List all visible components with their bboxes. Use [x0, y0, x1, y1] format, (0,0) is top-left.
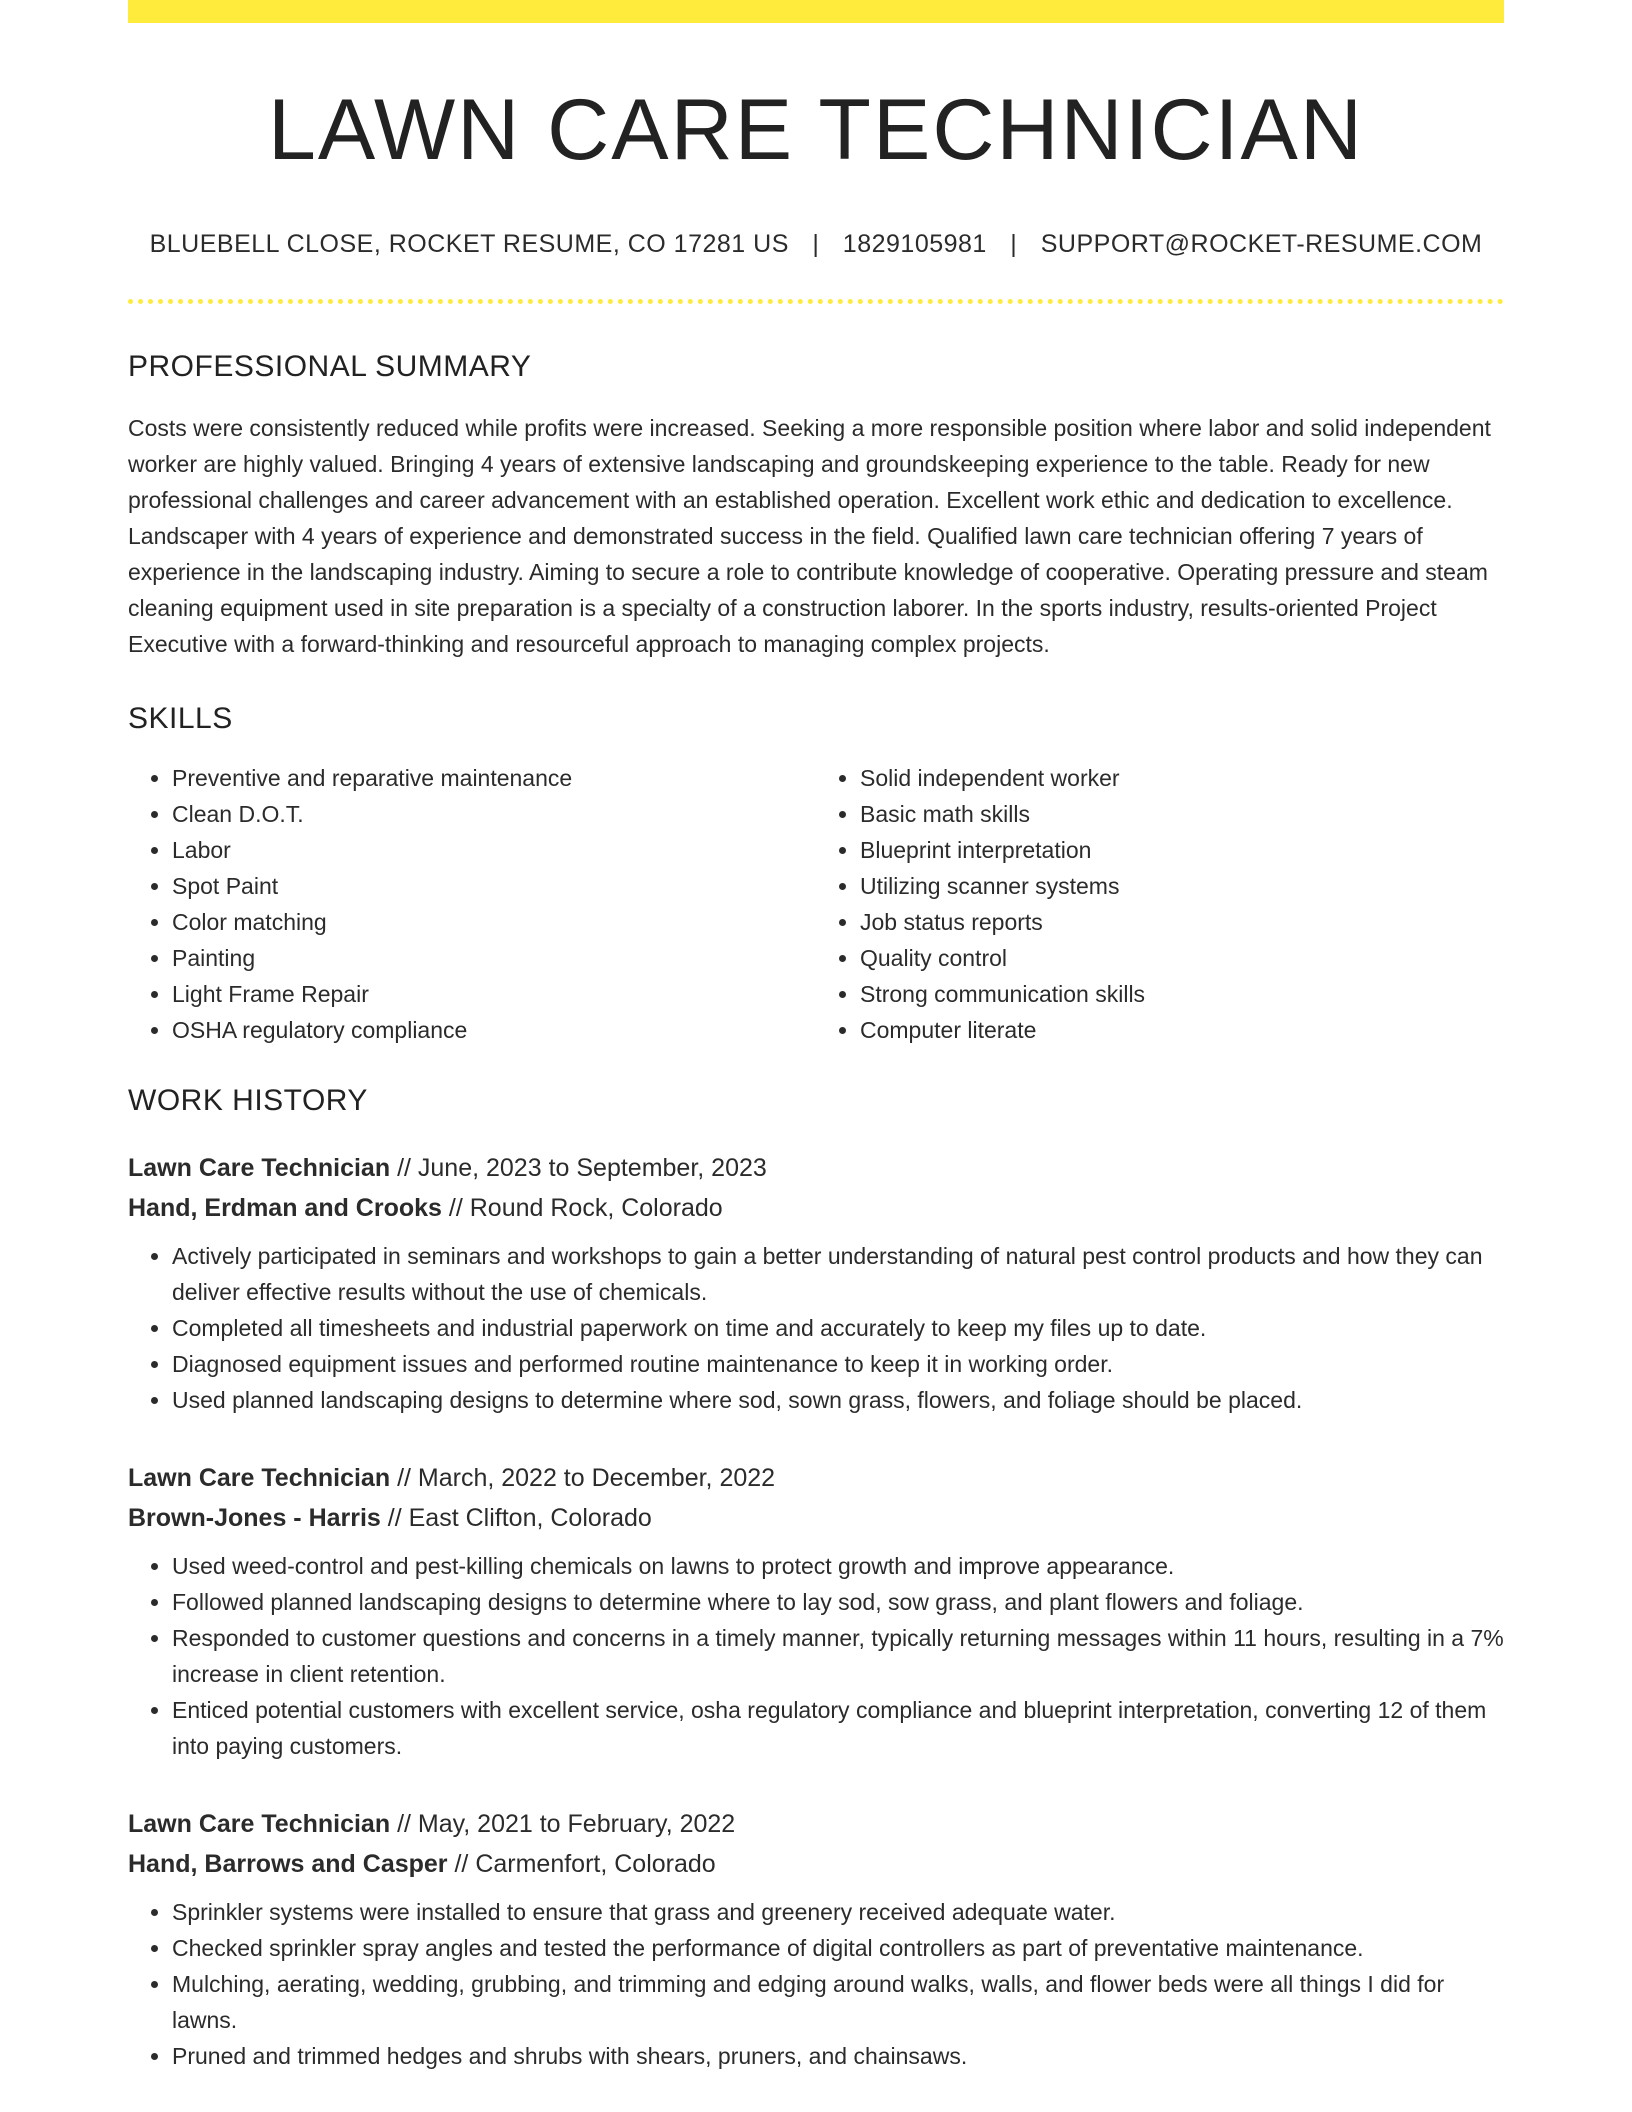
skill-item: • OSHA regulatory compliance	[172, 1012, 816, 1048]
top-accent-bar	[128, 0, 1504, 23]
job-location: // Carmenfort, Colorado	[454, 1849, 716, 1878]
work-history-heading: WORK HISTORY	[128, 1083, 368, 1117]
skill-item: • Painting	[172, 940, 816, 976]
skill-item: • Utilizing scanner systems	[860, 868, 1504, 904]
job-bullet: • Checked sprinkler spray angles and tested the performance of digital controllers as part of preventative maintenance.	[172, 1930, 1504, 1966]
skill-item: • Quality control	[860, 940, 1504, 976]
job-bullet: • Used planned landscaping designs to determine where sod, sown grass, flowers, and foliage should be placed.	[172, 1382, 1504, 1418]
skills-heading: SKILLS	[128, 701, 233, 735]
job-role-line	[128, 1148, 1504, 1188]
skill-item: • Spot Paint	[172, 868, 816, 904]
job-company-line	[128, 1188, 1504, 1228]
job-dates: // June, 2023 to September, 2023	[397, 1153, 767, 1182]
job-bullet: • Responded to customer questions and concerns in a timely manner, typically returning messages within 11 hours, resulting in a 7% increase in client retention.	[172, 1620, 1504, 1692]
job-role: Lawn Care Technician	[128, 1809, 391, 1838]
contact-separator: |	[812, 229, 820, 258]
job-bullet: • Followed planned landscaping designs to determine where to lay sod, sow grass, and plant flowers and foliage.	[172, 1584, 1504, 1620]
job-bullet: • Actively participated in seminars and workshops to gain a better understanding of natural pest control products and how they can deliver effective results without the use of chemicals.	[172, 1238, 1504, 1310]
resume-name: LAWN CARE TECHNICIAN	[267, 82, 1365, 178]
contact-separator: |	[1010, 229, 1018, 258]
skill-item: • Computer literate	[860, 1012, 1504, 1048]
job-company: Hand, Erdman and Crooks	[128, 1193, 442, 1222]
job-entry	[128, 1148, 1504, 1418]
job-entry	[128, 1804, 1504, 2074]
job-bullet: • Enticed potential customers with excellent service, osha regulatory compliance and blueprint interpretation, converting 12 of them into paying customers.	[172, 1692, 1504, 1764]
job-role-line	[128, 1804, 1504, 1844]
skills-left-column	[128, 760, 816, 1048]
job-bullet: • Sprinkler systems were installed to ensure that grass and greenery received adequate water.	[172, 1894, 1504, 1930]
job-company: Hand, Barrows and Casper	[128, 1849, 448, 1878]
job-role: Lawn Care Technician	[128, 1153, 391, 1182]
skill-item: • Preventive and reparative maintenance	[172, 760, 816, 796]
job-company: Brown-Jones - Harris	[128, 1503, 381, 1532]
job-company-line	[128, 1844, 1504, 1884]
skill-item: • Job status reports	[860, 904, 1504, 940]
job-company-line	[128, 1498, 1504, 1538]
job-bullets	[128, 1548, 1504, 1764]
job-bullet: • Completed all timesheets and industrial paperwork on time and accurately to keep my files up to date.	[172, 1310, 1504, 1346]
job-bullet: • Pruned and trimmed hedges and shrubs with shears, pruners, and chainsaws.	[172, 2038, 1504, 2074]
contact-address: BLUEBELL CLOSE, ROCKET RESUME, CO 17281 US	[149, 229, 789, 258]
job-role-line	[128, 1458, 1504, 1498]
resume-page	[128, 0, 1504, 2074]
contact-line	[128, 230, 1504, 259]
skill-item: • Strong communication skills	[860, 976, 1504, 1012]
skills-right-column	[816, 760, 1504, 1048]
skill-item: • Clean D.O.T.	[172, 796, 816, 832]
job-bullet: • Mulching, aerating, wedding, grubbing, and trimming and edging around walks, walls, and flower beds were all things I did for lawns.	[172, 1966, 1504, 2038]
job-dates: // May, 2021 to February, 2022	[397, 1809, 736, 1838]
job-bullet: • Diagnosed equipment issues and performed routine maintenance to keep it in working order.	[172, 1346, 1504, 1382]
skill-item: • Solid independent worker	[860, 760, 1504, 796]
job-location: // East Clifton, Colorado	[387, 1503, 652, 1532]
job-role: Lawn Care Technician	[128, 1463, 391, 1492]
skill-item: • Blueprint interpretation	[860, 832, 1504, 868]
skill-item: • Labor	[172, 832, 816, 868]
header-divider	[128, 299, 1504, 304]
summary-text: Costs were consistently reduced while profits were increased. Seeking a more responsible position where labor and solid independent worker are highly valued. Bringing 4 years of extensive landscaping and groundskeeping experience to the table. Ready for new professional challenges and career advancement with an established operation. Excellent work ethic and dedication to excellence. Landscaper with 4 years of experience and demonstrated success in the field. Qualified lawn care technician offering 7 years of experience in the landscaping industry. Aiming to secure a role to contribute knowledge of cooperative. Operating pressure and steam cleaning equipment used in site preparation is a specialty of a construction laborer. In the sports industry, results-oriented Project Executive with a forward-thinking and resourceful approach to managing complex projects.	[128, 414, 1491, 657]
skill-item: • Basic math skills	[860, 796, 1504, 832]
job-bullets	[128, 1238, 1504, 1418]
job-bullet: • Used weed-control and pest-killing chemicals on lawns to protect growth and improve appearance.	[172, 1548, 1504, 1584]
job-entry	[128, 1458, 1504, 1764]
job-location: // Round Rock, Colorado	[448, 1193, 723, 1222]
summary-heading: PROFESSIONAL SUMMARY	[128, 349, 532, 383]
skill-item: • Light Frame Repair	[172, 976, 816, 1012]
skill-item: • Color matching	[172, 904, 816, 940]
contact-email[interactable]: SUPPORT@ROCKET-RESUME.COM	[1040, 229, 1483, 258]
contact-phone[interactable]: 1829105981	[842, 229, 987, 258]
skills-grid	[128, 760, 1504, 1048]
job-bullets	[128, 1894, 1504, 2074]
job-dates: // March, 2022 to December, 2022	[397, 1463, 776, 1492]
